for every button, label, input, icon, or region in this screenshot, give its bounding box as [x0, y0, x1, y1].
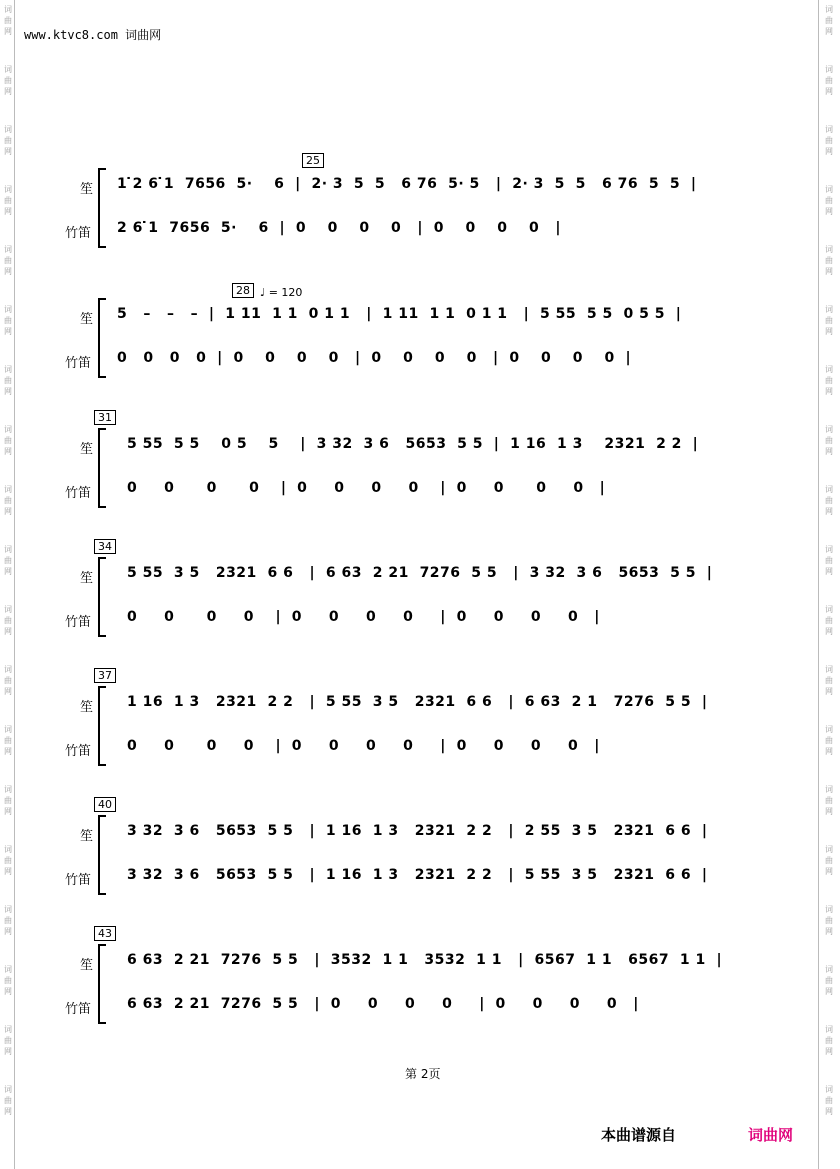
dizi-notes: 3 32 3 6 5653 5 5 | 1 16 1 3 2321 2 2 | 5 55 3 5 2321 6 6 |: [127, 867, 708, 883]
watermark-text: 词 曲 网: [825, 65, 833, 96]
instrument-label-dizi: 竹笛: [65, 615, 92, 630]
sheng-notes: 5 55 5 5 0 5 5 | 3 32 3 6 5653 5 5 | 1 16 1 3 2321 2 2 |: [127, 436, 699, 452]
dizi-notes: 0 0 0 0 | 0 0 0 0 | 0 0 0 0 | 0 0 0 0 |: [117, 350, 632, 366]
watermark-text: 词 曲 网: [4, 725, 12, 756]
tempo-marking: [260, 286, 302, 299]
instrument-label-sheng: 笙: [80, 700, 94, 715]
watermark-text: 词 曲 网: [825, 305, 833, 336]
watermark-text: 词 曲 网: [825, 905, 833, 936]
watermark-text: 词 曲 网: [4, 605, 12, 636]
watermark-text: 词 曲 网: [825, 5, 833, 36]
watermark-text: 词 曲 网: [4, 485, 12, 516]
watermark-text: 词 曲 网: [825, 185, 833, 216]
watermark-text: 词 曲 网: [825, 485, 833, 516]
sheng-notes: 6 63 2 21 7276 5 5 | 3532 1 1 3532 1 1 | 6567 1 1 6567 1 1 |: [127, 952, 723, 968]
score-system-3: [0, 411, 840, 508]
score-system-7: [0, 927, 840, 1024]
watermark-text: 词 曲 网: [4, 905, 12, 936]
sheng-notes: 5 55 3 5 2321 6 6 | 6 63 2 21 7276 5 5 | 3 32 3 6 5653 5 5 |: [127, 565, 713, 581]
watermark-text: 词 曲 网: [825, 365, 833, 396]
instrument-label-dizi: 竹笛: [65, 1002, 92, 1017]
watermark-text: 词 曲 网: [825, 725, 833, 756]
watermark-text: 词 曲 网: [825, 1025, 833, 1056]
dizi-notes: 0 0 0 0 | 0 0 0 0 | 0 0 0 0 |: [127, 609, 600, 625]
measure-number: 25: [302, 153, 324, 168]
measure-number: 37: [94, 668, 116, 683]
watermark-text: 词 曲 网: [4, 965, 12, 996]
watermark-text: 词 曲 网: [825, 545, 833, 576]
tempo-value: = 120: [268, 286, 303, 299]
watermark-text: 词 曲 网: [4, 365, 12, 396]
instrument-label-dizi: 竹笛: [65, 226, 92, 241]
instrument-label-dizi: 竹笛: [65, 486, 92, 501]
instrument-label-sheng: 笙: [80, 442, 94, 457]
watermark-text: 词 曲 网: [4, 665, 12, 696]
watermark-text: 词 曲 网: [825, 965, 833, 996]
dizi-notes: 6 63 2 21 7276 5 5 | 0 0 0 0 | 0 0 0 0 |: [127, 996, 639, 1012]
brand-link[interactable]: 词曲网: [748, 1126, 794, 1144]
score-system-4: [0, 540, 840, 637]
system-brace: [98, 428, 106, 508]
instrument-label-sheng: 笙: [80, 958, 94, 973]
instrument-label-dizi: 竹笛: [65, 744, 92, 759]
source-label: 本曲谱源自: [601, 1126, 677, 1144]
watermark-text: 词 曲 网: [4, 1085, 12, 1116]
sheng-notes: 1 16 1 3 2321 2 2 | 5 55 3 5 2321 6 6 | 6 63 2 1 7276 5 5 |: [127, 694, 708, 710]
watermark-text: 词 曲 网: [825, 245, 833, 276]
instrument-label-sheng: 笙: [80, 571, 94, 586]
measure-number: 31: [94, 410, 116, 425]
instrument-label-sheng: 笙: [80, 829, 94, 844]
system-brace: [98, 557, 106, 637]
sheng-notes: 1 ̇2 6 ̇1 7656 5· 6 | 2· 3 5 5 6 76 5· 5 | 2· 3 5 5 6 76 5 5 |: [117, 176, 697, 192]
watermark-text: 词 曲 网: [825, 665, 833, 696]
measure-number: 40: [94, 797, 116, 812]
dizi-notes: 0 0 0 0 | 0 0 0 0 | 0 0 0 0 |: [127, 480, 606, 496]
measure-number: 34: [94, 539, 116, 554]
watermark-text: 词 曲 网: [4, 185, 12, 216]
watermark-text: 词 曲 网: [825, 605, 833, 636]
instrument-label-dizi: 竹笛: [65, 356, 92, 371]
watermark-text: 词 曲 网: [825, 125, 833, 156]
watermark-text: 词 曲 网: [4, 245, 12, 276]
watermark-text: 词 曲 网: [825, 425, 833, 456]
measure-number: 43: [94, 926, 116, 941]
system-brace: [98, 815, 106, 895]
watermark-text: 词 曲 网: [4, 425, 12, 456]
system-brace: [98, 686, 106, 766]
page-number: 第 2页: [405, 1067, 441, 1081]
site-url[interactable]: www.ktvc8.com 词曲网: [24, 28, 162, 42]
sheng-notes: 3 32 3 6 5653 5 5 | 1 16 1 3 2321 2 2 | 2 55 3 5 2321 6 6 |: [127, 823, 708, 839]
score-system-2: [0, 284, 840, 378]
sheng-notes: 5 – – – | 1 11 1 1 0 1 1 | 1 11 1 1 0 1 1 | 5 55 5 5 0 5 5 |: [117, 306, 682, 322]
quarter-note-icon: ♩: [260, 286, 266, 299]
watermark-text: 词 曲 网: [4, 785, 12, 816]
watermark-text: 词 曲 网: [4, 125, 12, 156]
dizi-notes: 0 0 0 0 | 0 0 0 0 | 0 0 0 0 |: [127, 738, 600, 754]
dizi-notes: 2 6 ̇1 7656 5· 6 | 0 0 0 0 | 0 0 0 0 |: [117, 220, 561, 236]
watermark-text: 词 曲 网: [4, 545, 12, 576]
watermark-text: 词 曲 网: [825, 1085, 833, 1116]
instrument-label-sheng: 笙: [80, 182, 94, 197]
watermark-text: 词 曲 网: [825, 845, 833, 876]
system-brace: [98, 944, 106, 1024]
measure-number: 28: [232, 283, 254, 298]
watermark-text: 词 曲 网: [4, 845, 12, 876]
watermark-text: 词 曲 网: [4, 305, 12, 336]
watermark-text: 词 曲 网: [4, 5, 12, 36]
system-brace: [98, 168, 106, 248]
watermark-text: 词 曲 网: [825, 785, 833, 816]
score-system-1: [0, 154, 840, 248]
watermark-text: 词 曲 网: [4, 65, 12, 96]
instrument-label-dizi: 竹笛: [65, 873, 92, 888]
instrument-label-sheng: 笙: [80, 312, 94, 327]
system-brace: [98, 298, 106, 378]
watermark-text: 词 曲 网: [4, 1025, 12, 1056]
